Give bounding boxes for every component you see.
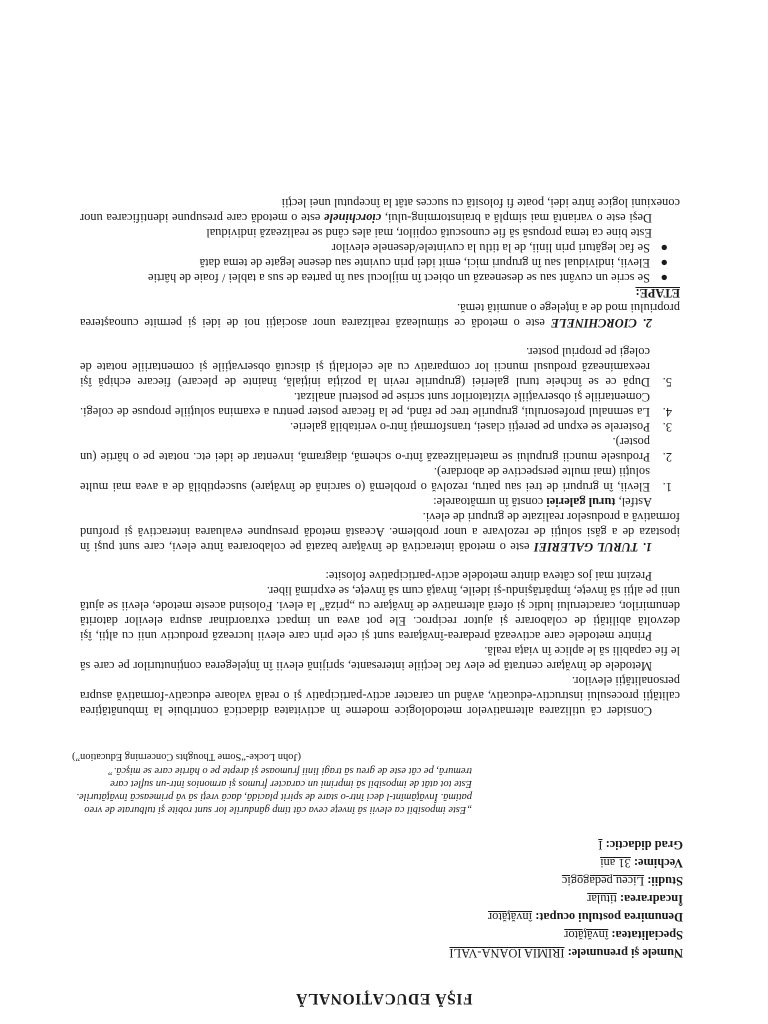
section-paragraph bbox=[80, 509, 680, 554]
info-label: Specialitatea: bbox=[611, 928, 683, 942]
paragraph-text: este o metodă care presupune identificarea unor conexiuni logice între idei, poate fi folosită cu succes atât la începutul unei lecţii bbox=[80, 196, 680, 225]
section-gallery-walk bbox=[80, 344, 680, 554]
info-value: învăţător bbox=[488, 910, 533, 924]
section-cluster bbox=[80, 195, 680, 330]
list-text: După ce se încheie turul galeriei (grupurile revin la poziţia iniţială, înainte de plecare) fiecare echipă îşi reexaminează produsul muncii lor comparativ cu ale celorlalţi şi discută observaţiile şi comentariile notate de colegi pe propriul poster. bbox=[80, 345, 650, 389]
info-grade bbox=[303, 836, 683, 854]
quote-author: (John Locke-“Some Thoughts Concerning Education”) bbox=[72, 751, 301, 762]
info-value: 31 ani bbox=[600, 856, 631, 870]
teacher-info bbox=[303, 836, 683, 962]
document-body bbox=[80, 195, 680, 718]
section-paragraph: Este bine ca tema propusă să fie cunoscută copiilor, mai ales când se realizează individual bbox=[206, 226, 652, 240]
section-title: 2. CIORCHINELE bbox=[550, 316, 652, 330]
bullet-icon: ● bbox=[660, 271, 668, 285]
info-value: I bbox=[598, 838, 603, 852]
quote-text: „Este imposibil ca elevii să înveţe ceva cât timp gândurile lor sunt robite şi tulburate de vreo patimă. Învăţămînt-l deci într-o stare de spirit placidă, dacă vreţi să vă primească învăţăturile. Este tot atât de imposibil să imprimi un caracter frumos şi armonios într-un suflet care tremură, pe cât este de greu să tragi linii frumoase şi drepte pe o hârtie care se mişcă.” bbox=[76, 765, 472, 815]
list-item bbox=[80, 270, 680, 285]
info-label: Grad didactic: bbox=[605, 838, 683, 852]
list-number: 4. bbox=[662, 405, 672, 419]
epigraph-quote bbox=[72, 750, 472, 816]
list-text: Se scrie un cuvânt sau se desenează un obiect în mijlocul sau în partea de sus a tablei / foaie de hârtie bbox=[148, 271, 650, 285]
list-text: Elevii, în grupuri de trei sau patru, rezolvă o problemă (o sarcină de învăţare) susceptibilă de a avea mai multe soluţii (mai multe perspective de abordare). bbox=[80, 465, 650, 494]
section-paragraph bbox=[80, 195, 680, 225]
intro-paragraph: Metodele de învăţare centrată pe elev fac lecţiile interesante, sprijină elevii în înţelegerea conţinuturilor pe care să le fie capabili să le aplice în viaţa reală. bbox=[80, 644, 680, 673]
page-title: FIŞĂ EDUCAŢIONALĂ bbox=[295, 990, 473, 1007]
list-number: 5. bbox=[662, 375, 672, 389]
list-text: Elevii, individual sau în grupuri mici, emit idei prin cuvinte sau desene legate de tema dată bbox=[199, 256, 650, 270]
list-item bbox=[80, 255, 680, 270]
info-employment bbox=[303, 890, 683, 908]
info-seniority bbox=[303, 854, 683, 872]
info-value: învăţător bbox=[564, 928, 609, 942]
list-item bbox=[80, 434, 680, 464]
bullet-icon: ● bbox=[660, 241, 668, 255]
intro-paragraph: Prezint mai jos câteva dintre metodele activ-participative folosite: bbox=[325, 569, 652, 583]
bullet-icon: ● bbox=[660, 256, 668, 270]
info-label: Denumirea postului ocupat: bbox=[535, 910, 683, 924]
list-number: 3. bbox=[662, 420, 672, 434]
paragraph-emphasis: ciorchinele bbox=[324, 211, 382, 225]
info-specialty bbox=[303, 926, 683, 944]
section-paragraph bbox=[80, 300, 680, 330]
list-text: Produsele muncii grupului se materializează într-o schemă, diagramă, inventar de idei etc. notate pe o hârtie (un poster). bbox=[80, 435, 650, 464]
steps-heading: ETAPE: bbox=[635, 286, 680, 300]
list-item bbox=[80, 389, 680, 419]
section-title: 1. TURUL GALERIEI bbox=[533, 540, 652, 554]
info-value: Liceu pedagogic bbox=[561, 874, 645, 888]
info-label: Studii: bbox=[647, 874, 683, 888]
lead-text: constă în următoarele: bbox=[433, 495, 547, 509]
info-value: titular bbox=[587, 892, 617, 906]
list-item bbox=[80, 240, 680, 255]
paragraph-text: Deşi este o variantă mai simplă a brainstorming-ului, bbox=[381, 211, 652, 225]
steps-list bbox=[80, 344, 680, 494]
info-label: Vechime: bbox=[633, 856, 683, 870]
list-item bbox=[80, 464, 680, 494]
lead-emphasis: turul galeriei bbox=[546, 495, 616, 509]
lead-text: Astfel, bbox=[615, 495, 652, 509]
list-text: Posterele se expun pe pereţii clasei, transformaţi într-o veritabilă galerie. bbox=[290, 420, 650, 434]
list-item bbox=[80, 344, 680, 389]
section-text: este o metodă interactivă de învăţare bazată pe colaborarea între elevi, care sunt puşi în ipostaza de a găsi soluţii de rezolvare a unor probleme. Această metodă presupune evaluarea interactivă şi profund formativă a produselor realizate de grupuri de elevi. bbox=[79, 510, 680, 554]
list-text: La semnalul profesorului, grupurile trec pe rând, pe la fiecare poster pentru a examina soluţiile propuse de colegi. Comentariile şi observaţiile vizitatorilor sunt scrise pe posterul analizat. bbox=[80, 390, 650, 419]
intro-paragraph: Consider că utilizarea alternativelor metodologice moderne în activitatea didactică contribuie la îmbunătăţirea calităţii procesului instructiv-educativ, având un caracter activ-participativ şi o reală valoare educativ-formativă asupra personalităţii elevilor. bbox=[80, 674, 680, 718]
info-label: Încadrarea: bbox=[619, 892, 683, 906]
info-studies bbox=[303, 872, 683, 890]
section-text: este o metodă ce stimulează realizarea unor asociaţii noi de idei şi permite cunoaşterea propriului mod de a înţelege o anumită temă. bbox=[80, 301, 680, 330]
section-lead bbox=[80, 494, 680, 509]
list-text: Se fac legături prin linii, de la titlu la cuvintele/desenele elevilor bbox=[331, 241, 650, 255]
list-item bbox=[80, 419, 680, 434]
info-position bbox=[303, 908, 683, 926]
list-number: 2. bbox=[662, 450, 672, 464]
intro-paragraph: Printre metodele care activează predarea-învăţarea sunt şi cele prin care elevii lucrează productiv unii cu alţii, îşi dezvoltă abilităţi de colaborare şi ajutor reciproc. Ele pot avea un impact extraordinar asupra elevilor datorită denumirilor, caracterului ludic şi oferă alternative de învăţare cu „priză” la elevi. Folosind aceste metode, elevii se ajută unii pe alţii să înveţe, împărtăşindu-şi ideile, învaţă cum să înveţe, se exprimă liber. bbox=[80, 584, 680, 643]
list-number: 1. bbox=[662, 480, 672, 494]
info-value: IRIMIA IOANA-VALI bbox=[449, 946, 565, 960]
info-name bbox=[303, 944, 683, 962]
info-label: Numele şi prenumele: bbox=[567, 946, 683, 960]
bullet-list bbox=[80, 240, 680, 285]
